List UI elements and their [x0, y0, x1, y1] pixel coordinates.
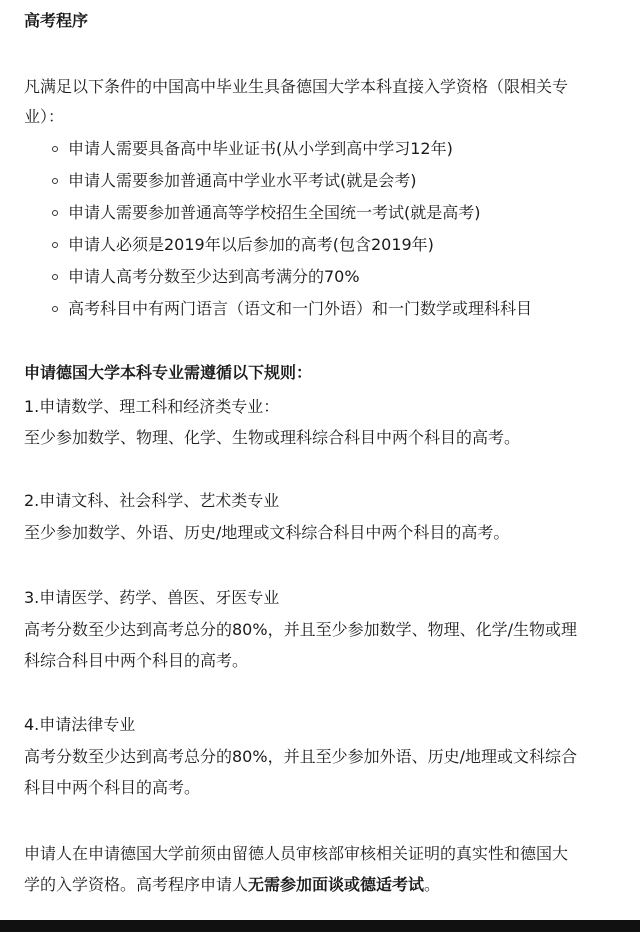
bottom-bar	[0, 920, 640, 932]
rule-text: 科综合科目中两个科目的高考。	[24, 651, 249, 670]
condition-text: 申请人需要参加普通高等学校招生全国统一考试(就是高考)	[68, 203, 481, 222]
list-item	[52, 138, 453, 160]
rules-heading: 申请德国大学本科专业需遵循以下规则：	[24, 363, 313, 382]
list-item	[52, 202, 481, 224]
rule-title: 4.申请法律专业	[24, 715, 136, 734]
condition-text: 申请人高考分数至少达到高考满分的70%	[68, 267, 360, 286]
rule-text: 至少参加数学、外语、历史/地理或文科综合科目中两个科目的高考。	[24, 523, 510, 542]
closing-line-2	[24, 874, 440, 896]
circle-bullet-icon	[52, 306, 58, 312]
intro-line-1: 凡满足以下条件的中国高中毕业生具备德国大学本科直接入学资格（限相关专	[24, 77, 569, 96]
circle-bullet-icon	[52, 242, 58, 248]
closing-emphasis: 无需参加面谈或德适考试	[248, 875, 425, 894]
condition-text: 申请人必须是2019年以后参加的高考(包含2019年)	[68, 235, 434, 254]
closing-text: 学的入学资格。高考程序申请人	[24, 875, 249, 894]
circle-bullet-icon	[52, 146, 58, 152]
circle-bullet-icon	[52, 210, 58, 216]
intro-line-2: 业）：	[24, 107, 65, 126]
rule-text: 高考分数至少达到高考总分的80%，并且至少参加数学、物理、化学/生物或理	[24, 620, 577, 639]
condition-text: 申请人需要参加普通高中学业水平考试(就是会考)	[68, 171, 417, 190]
closing-punctuation: 。	[424, 875, 441, 894]
rule-text: 高考分数至少达到高考总分的80%，并且至少参加外语、历史/地理或文科综合	[24, 747, 577, 766]
rule-title: 3.申请医学、药学、兽医、牙医专业	[24, 588, 280, 607]
circle-bullet-icon	[52, 274, 58, 280]
closing-line-1: 申请人在申请德国大学前须由留德人员审核部审核相关证明的真实性和德国大	[24, 844, 569, 863]
list-item	[52, 266, 360, 288]
list-item	[52, 298, 532, 320]
rule-title: 1.申请数学、理工科和经济类专业：	[24, 397, 280, 416]
condition-text: 高考科目中有两门语言（语文和一门外语）和一门数学或理科科目	[68, 299, 533, 318]
rule-text: 科目中两个科目的高考。	[24, 778, 201, 797]
list-item	[52, 170, 417, 192]
circle-bullet-icon	[52, 178, 58, 184]
condition-text: 申请人需要具备高中毕业证书(从小学到高中学习12年)	[68, 139, 453, 158]
list-item	[52, 234, 434, 256]
rule-title: 2.申请文科、社会科学、艺术类专业	[24, 491, 280, 510]
rule-text: 至少参加数学、物理、化学、生物或理科综合科目中两个科目的高考。	[24, 428, 521, 447]
page-title: 高考程序	[24, 11, 89, 30]
